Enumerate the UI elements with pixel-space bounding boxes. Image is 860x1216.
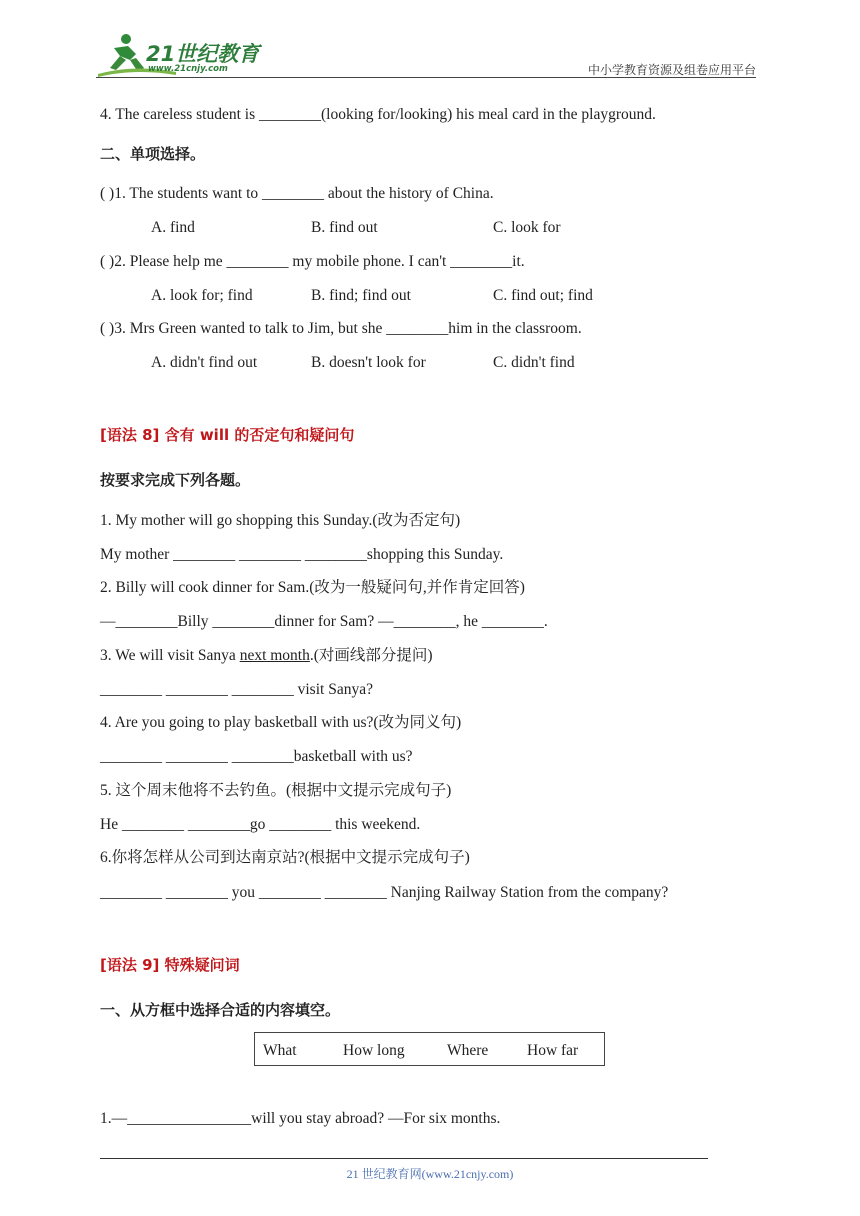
box-word-how-far: How far [527, 1042, 579, 1059]
q1-option-c: C. look for [493, 219, 561, 236]
footer-link[interactable]: 21 世纪教育网(www.21cnjy.com) [346, 1167, 514, 1181]
g8-answer-1: My mother ________ ________ ________shopping this Sunday. [100, 546, 504, 563]
g8-answer-5: He ________ ________go ________ this weekend. [100, 816, 421, 833]
q1-option-b: B. find out [311, 219, 378, 236]
box-word-what: What [263, 1042, 297, 1059]
g8-question-6: 6.你将怎样从公司到达南京站?(根据中文提示完成句子) [100, 849, 470, 866]
g8-answer-4: ________ ________ ________basketball with us? [100, 748, 413, 765]
g9-question-1: 1.—________________will you stay abroad? —For six months. [100, 1110, 501, 1127]
logo-main-text: 21世纪教育 [146, 42, 260, 66]
g8-question-1: 1. My mother will go shopping this Sunday.(改为否定句) [100, 512, 461, 529]
choice-question-1: ( )1. The students want to ________ about the history of China. [100, 185, 494, 202]
choice-question-3: ( )3. Mrs Green wanted to talk to Jim, but she ________him in the classroom. [100, 320, 582, 337]
box-word-how-long: How long [343, 1042, 405, 1059]
g8-q3-suffix: .(对画线部分提问) [309, 647, 433, 664]
g8-question-2: 2. Billy will cook dinner for Sam.(改为一般疑问句,并作肯定回答) [100, 579, 525, 596]
choice-question-2: ( )2. Please help me ________ my mobile phone. I can't ________it. [100, 253, 525, 270]
g8-question-4: 4. Are you going to play basketball with us?(改为同义句) [100, 714, 462, 731]
top-question: 4. The careless student is ________(looking for/looking) his meal card in the playground. [100, 106, 656, 123]
q2-option-b: B. find; find out [311, 287, 411, 304]
box-word-where: Where [447, 1042, 489, 1059]
q3-option-b: B. doesn't look for [311, 354, 426, 371]
grammar9-instruction: 一、从方框中选择合适的内容填空。 [100, 1001, 341, 1019]
q3-option-a: A. didn't find out [151, 354, 258, 371]
logo-sub-text: www.21cnjy.com [148, 64, 228, 74]
site-logo [96, 30, 276, 80]
g8-q3-prefix: 3. We will visit Sanya [100, 647, 240, 664]
choice-section-heading: 二、单项选择。 [100, 145, 206, 163]
header-divider [96, 77, 756, 78]
g8-question-3 [100, 646, 433, 666]
q2-option-a: A. look for; find [151, 287, 253, 304]
q3-option-c: C. didn't find [493, 354, 575, 371]
g8-answer-3: ________ ________ ________ visit Sanya? [100, 681, 373, 698]
g8-question-5: 5. 这个周末他将不去钓鱼。(根据中文提示完成句子) [100, 782, 452, 799]
word-box [254, 1032, 605, 1066]
platform-name: 中小学教育资源及组卷应用平台 [587, 63, 756, 77]
g8-answer-6: ________ ________ you ________ ________ Nanjing Railway Station from the company? [100, 884, 669, 901]
grammar8-title: [语法 8] 含有 will 的否定句和疑问句 [100, 426, 355, 444]
q2-option-c: C. find out; find [493, 287, 593, 304]
footer-divider [100, 1158, 708, 1159]
g8-q3-underlined: next month [239, 647, 310, 664]
g8-answer-2: —________Billy ________dinner for Sam? —________, he ________. [100, 613, 548, 630]
q1-option-a: A. find [151, 219, 195, 236]
grammar8-instruction: 按要求完成下列各题。 [100, 471, 251, 489]
grammar9-title: [语法 9] 特殊疑问词 [100, 956, 240, 974]
